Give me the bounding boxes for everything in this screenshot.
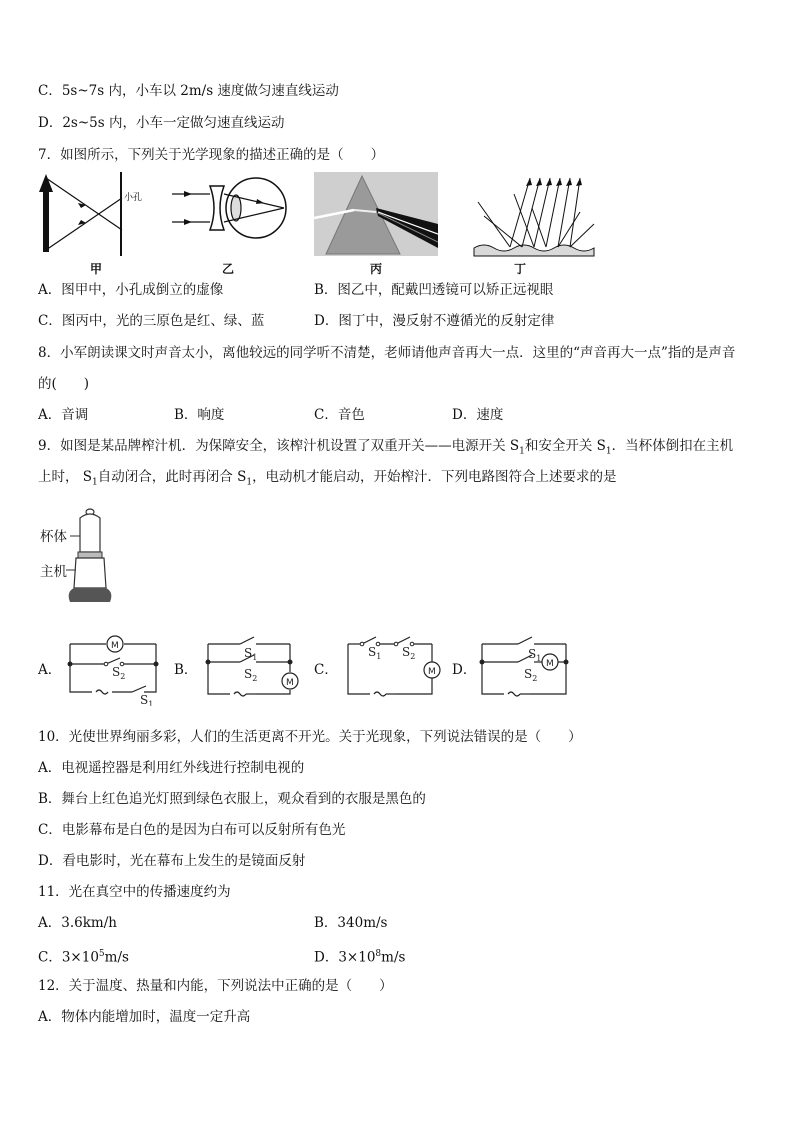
juicer-label-base: 主机	[40, 564, 67, 580]
q10-stem: 10．光使世界绚丽多彩，人们的生活更离不开光。关于光现象，下列说法错误的是（ ）	[38, 729, 582, 745]
juicer-label-cup: 杯体	[40, 529, 67, 545]
q9-stem-line1: 9．如图是某品牌榨汁机．为保障安全，该榨汁机设置了双重开关——电源开关 $S_1$和安全开关 $S_1$．当杯体倒扣在主机	[38, 438, 734, 457]
q8-stem-line2: 的( )	[38, 376, 90, 392]
svg-text:S2: $S_2$	[524, 667, 538, 683]
svg-text:M: M	[428, 667, 436, 677]
circuit-b	[200, 632, 304, 704]
q8-stem-line1: 8．小军朗读课文时声音太小，离他较远的同学听不清楚，老师请他声音再大一点．这里的“声音再大一点”指的是声音	[38, 345, 736, 361]
svg-text:M: M	[111, 641, 119, 651]
q8-option-d: D．速度	[452, 407, 504, 423]
q8-option-a: A．音调	[38, 407, 89, 423]
pinhole-label: 小孔	[124, 193, 143, 203]
svg-text:M: M	[546, 659, 554, 669]
svg-text:S1: $S_1$	[528, 647, 542, 663]
q11-option-b: B．340m/s	[314, 915, 388, 931]
q11-option-c: C．$3\times 10^5m/s$	[38, 949, 129, 966]
q6-option-c: C．5s~7s 内，小车以 2m/s 速度做匀速直线运动	[38, 83, 339, 99]
q9-option-b-label: B．	[174, 662, 198, 678]
q7-option-d: D．图丁中，漫反射不遵循光的反射定律	[314, 313, 555, 329]
diffuse-reflection-figure	[470, 172, 600, 258]
q9-option-c-label: C．	[314, 662, 338, 678]
q6-option-d: D．2s~5s 内，小车一定做匀速直线运动	[38, 115, 285, 131]
fig-label-bing: 丙	[370, 262, 383, 276]
circuit-d	[474, 632, 574, 704]
q8-option-c: C．音色	[314, 407, 365, 423]
q10-option-b: B．舞台上红色追光灯照到绿色衣服上，观众看到的衣服是黑色的	[38, 791, 426, 807]
q7-option-c: C．图丙中，光的三原色是红、绿、蓝	[38, 313, 265, 329]
eye-lens-figure	[170, 172, 300, 250]
q7-stem: 7．如图所示，下列关于光学现象的描述正确的是（ ）	[38, 147, 385, 163]
fig-label-ding: 丁	[514, 262, 527, 276]
q11-option-d: D．$3\times 10^8m/s$	[314, 949, 406, 966]
svg-text:S2: $S_2$	[112, 665, 126, 681]
q12-option-a: A．物体内能增加时，温度一定升高	[38, 1009, 251, 1025]
q9-option-d-label: D．	[452, 662, 477, 678]
q10-option-c: C．电影幕布是白色的是因为白布可以反射所有色光	[38, 822, 346, 838]
q7-option-b: B．图乙中，配戴凹透镜可以矫正远视眼	[314, 282, 554, 298]
circuit-a	[62, 630, 162, 706]
q11-option-a: A．3.6km/h	[38, 915, 117, 931]
q11-stem: 11．光在真空中的传播速度约为	[38, 884, 231, 900]
prism-figure	[314, 172, 438, 256]
q9-option-a-label: A．	[38, 662, 62, 678]
pinhole-figure	[36, 170, 166, 258]
svg-text:S1: $S_1$	[244, 646, 258, 662]
q8-option-b: B．响度	[174, 407, 225, 423]
q12-stem: 12．关于温度、热量和内能，下列说法中正确的是（ ）	[38, 978, 393, 994]
fig-label-yi: 乙	[222, 262, 235, 276]
svg-text:S1: $S_1$	[368, 645, 382, 661]
svg-text:M: M	[286, 678, 294, 688]
svg-text:S2: $S_2$	[402, 645, 416, 661]
q10-option-a: A．电视遥控器是利用红外线进行控制电视的	[38, 760, 305, 776]
fig-label-jia: 甲	[90, 262, 103, 276]
q7-option-a: A．图甲中，小孔成倒立的虚像	[38, 282, 224, 298]
q9-stem-line2: 上时， $S_1$自动闭合，此时再闭合 $S_1$，电动机才能启动，开始榨汁．下列电路图符合上述要求的是	[38, 469, 617, 488]
juicer-figure	[66, 506, 126, 606]
q10-option-d: D．看电影时，光在幕布上发生的是镜面反射	[38, 853, 306, 869]
svg-text:S1: $S_1$	[140, 693, 154, 706]
svg-text:S2: $S_2$	[244, 667, 258, 683]
circuit-c	[340, 632, 444, 704]
